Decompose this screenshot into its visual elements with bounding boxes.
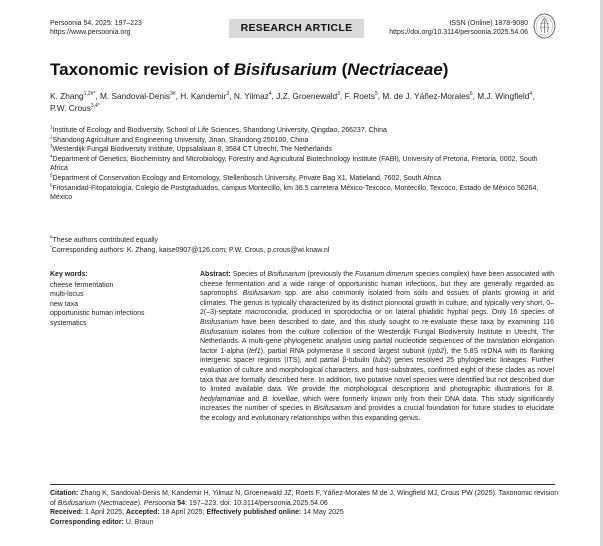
abstract-text: isolates from the culture collection of the Westerdijk Fungal Biodiversity Institute in Utrecht, The Netherlands. A multi-gene phylogenetic analysis using partial nucleotide sequences of the translation elongation factor 1-alpha ( bbox=[200, 328, 554, 355]
author-name: M.J. Wingfield bbox=[477, 91, 530, 101]
citation-block bbox=[50, 489, 560, 527]
title-genus: Bisifusarium bbox=[233, 60, 337, 79]
citation-text bbox=[50, 489, 560, 508]
affiliation-marker: 4 bbox=[50, 153, 53, 159]
keywords-heading: Key words: bbox=[50, 271, 88, 278]
author-affiliation-marker: 1,2#* bbox=[83, 91, 96, 98]
abstract-italic-term: tef1 bbox=[248, 347, 261, 355]
citation-family: Nectriaceae bbox=[100, 499, 138, 507]
keyword-item: opportunistic human infections bbox=[50, 310, 145, 318]
abstract-text: (previously the bbox=[305, 271, 355, 278]
keyword-item: new taxa bbox=[50, 300, 79, 308]
affiliation-marker: 3 bbox=[50, 143, 53, 149]
abstract-italic-term: Bisifusarium bbox=[267, 271, 306, 278]
equal-note-marker: # bbox=[50, 234, 53, 240]
published-date: 14 May 2025 bbox=[301, 509, 344, 517]
equal-note-text: These authors contributed equally bbox=[52, 237, 158, 244]
author-name: K. Zhang bbox=[50, 91, 84, 101]
corresponding-authors-note bbox=[50, 246, 555, 256]
citation-pages-doi[interactable]: : 197–223. doi: 10.3114/persoonia.2025.54.06 bbox=[185, 499, 328, 507]
article-title bbox=[50, 60, 448, 80]
abstract-italic-term: B. hedylamarriae bbox=[200, 386, 554, 403]
abstract-text: , which were formerly known only from their DNA data. This study significantly increases the number of species in bbox=[200, 395, 555, 413]
citation-authors: Zhang K, Sandoval-Denis M, Kandemir H, Yilmaz N, Groenewald JZ, Roets F, Yáñez-Morales M de J, Wingfield MJ, Crous PW (2025). Taxonomic revision of bbox=[50, 490, 559, 507]
citation-volume: 54 bbox=[175, 499, 186, 507]
author-name: M. de J. Yáñez-Morales bbox=[382, 91, 470, 101]
affiliation-text: Department of Genetics, Biochemistry and Microbiology, Forestry and Agricultural Biotechnology Institute (FABI), University of Pretoria, Pretoria, 0002, South Africa bbox=[50, 155, 538, 173]
keyword-item: multi-locus bbox=[50, 291, 84, 299]
persoonia-seal-logo bbox=[533, 13, 556, 39]
author-affiliation-marker: 4 bbox=[268, 91, 272, 98]
keywords-list bbox=[50, 281, 190, 329]
abstract-text: Species of bbox=[230, 271, 268, 278]
affiliation-marker: 2 bbox=[50, 134, 53, 140]
affiliation-item bbox=[50, 174, 555, 184]
author-affiliation-marker: 3 bbox=[337, 91, 340, 98]
accepted-label: Accepted: bbox=[125, 509, 160, 517]
abstract-paragraph bbox=[200, 270, 554, 424]
editor-name: U. Braun bbox=[123, 518, 154, 526]
abstract-italic-term: Bisifusarium bbox=[242, 290, 281, 298]
title-prefix: Taxonomic revision of bbox=[50, 60, 234, 79]
abstract-italic-term: Bisifusarium bbox=[313, 405, 352, 413]
journal-header-right bbox=[389, 19, 528, 37]
author-name: F. Roets bbox=[344, 91, 375, 101]
corresponding-note-text: Corresponding authors: K. Zhang, kaise0907@126.com; P.W. Crous, p.crous@wi.knaw.nl bbox=[51, 246, 330, 254]
citation-label: Citation: bbox=[50, 490, 79, 497]
affiliation-marker: 6 bbox=[50, 182, 53, 188]
citation-journal: Persoonia bbox=[143, 499, 176, 507]
doi-link[interactable]: https://doi.org/10.3114/persoonia.2025.54.06 bbox=[389, 29, 528, 36]
author-name: P.W. Crous bbox=[50, 103, 91, 113]
author-name: N. Yilmaz bbox=[233, 91, 269, 101]
dates-line bbox=[50, 508, 560, 518]
keyword-item: systematics bbox=[50, 319, 87, 327]
abstract-text: ), the 5.8S nrDNA with its flanking intergenic spacer regions (ITS), and partial β-tubulin ( bbox=[200, 347, 554, 365]
affiliation-item bbox=[50, 184, 555, 203]
author-affiliation-marker: 3# bbox=[170, 91, 176, 98]
abstract-text: species complex) have been associated with cheese fermentation and a wide range of opportunistic human infections, but they are generally regarded as saprotrophs. bbox=[200, 271, 554, 298]
author-affiliation-marker: 6 bbox=[469, 91, 473, 98]
author-notes bbox=[50, 236, 555, 255]
affiliation-text: Department of Conservation Ecology and Entomology, Stellenbosch University, Private Bag X1, Matieland, 7602, South Africa bbox=[52, 174, 441, 182]
corresponding-note-marker: * bbox=[50, 244, 52, 250]
affiliation-text: Shandong Agriculture and Engineering University, Jinan, Shandong 250100, China bbox=[52, 136, 309, 144]
affiliation-text: Westerdijk Fungal Biodiversity Institute, Uppsalalaan 8, 3584 CT Utrecht, The Netherlands bbox=[52, 146, 332, 154]
affiliation-item bbox=[50, 136, 555, 146]
affiliation-item bbox=[50, 155, 555, 174]
abstract-text: have been described to date, and this study sought to re-evaluate these taxa by examining 116 bbox=[238, 318, 554, 326]
received-date: 1 April 2025; bbox=[83, 509, 126, 517]
abstract-italic-term: B. lovelliae bbox=[262, 395, 298, 403]
accepted-date: 18 April 2025; bbox=[159, 509, 207, 517]
keywords-box bbox=[50, 270, 190, 329]
author-name: H. Kandemir bbox=[180, 91, 227, 101]
affiliation-marker: 1 bbox=[50, 124, 53, 130]
affiliation-list bbox=[50, 126, 555, 203]
citation-genus: Bisifusarium bbox=[57, 499, 96, 507]
title-close-paren: ) bbox=[442, 60, 449, 79]
abstract-italic-term: rpb2 bbox=[430, 347, 445, 355]
author-list: K. Zhang$^{1,2\#*}$, M. Sandoval-Denis$^{3\#}$, H. Kandemir$^3$, N. Yilmaz$^4$, J.Z. Groenewald$^3$, F. Roets$^5$, M. de J. Yáñez-Morales$^6$, M.J. Wingfield$^4$, P.W. Crous$^{3,4*}$ bbox=[50, 91, 535, 113]
citation-close-paren: ). bbox=[137, 499, 144, 507]
author-name: J.Z. Groenewald bbox=[276, 91, 338, 101]
affiliation-text: Fitosanidad-Fitopatología, Colegio de Postgraduados, campus Montecillo, km 36.5 carretera México-Texcoco, Montecillo, Texcoco, Estado de México 56264, México bbox=[50, 184, 539, 202]
author-affiliation-marker: 4 bbox=[529, 91, 533, 98]
affiliation-item bbox=[50, 145, 555, 155]
citation-open-paren: ( bbox=[95, 499, 101, 507]
abstract-text: ), partial RNA polymerase II second largest subunit ( bbox=[260, 347, 431, 355]
journal-url-link[interactable]: https://www.persoonia.org bbox=[50, 29, 131, 36]
abstract-text: and bbox=[244, 395, 263, 403]
abstract-label: Abstract: bbox=[200, 271, 231, 278]
affiliation-marker: 5 bbox=[50, 172, 53, 178]
abstract-text: spp. are also commonly isolated from soils and tissues of plants growing in arid climates. The genus is typically characterized by its distinct pionnotal growth in culture, and typically very short, 0–2(–3)-septate macroconidia, produced in sporodochia or on lateral phialidic hyphal pegs. Only 16 species of bbox=[200, 290, 554, 317]
editor-line bbox=[50, 518, 560, 528]
published-label: Effectively published online: bbox=[206, 509, 302, 517]
affiliation-item bbox=[50, 126, 555, 136]
title-family: Nectriaceae bbox=[347, 60, 443, 79]
issn-text: ISSN (Online) 1878-9080 bbox=[449, 20, 528, 27]
citation-divider bbox=[50, 484, 555, 485]
editor-label: Corresponding editor: bbox=[50, 518, 124, 526]
abstract-text: and provides a crucial foundation for future studies to elucidate the ecology and evolutionary relationships within this expanding genus. bbox=[200, 405, 554, 422]
received-label: Received: bbox=[50, 509, 84, 517]
abstract-italic-term: tub2 bbox=[375, 357, 389, 365]
author-affiliation-marker: 5 bbox=[374, 91, 378, 98]
journal-citation-line: Persoonia 54, 2025: 197–223 bbox=[50, 20, 142, 27]
abstract-italic-term: Bisifusarium bbox=[200, 328, 239, 336]
abstract-italic-term: Fusarium dimerum bbox=[355, 271, 414, 278]
title-open-paren: ( bbox=[336, 60, 348, 79]
author-affiliation-marker: 3,4* bbox=[90, 103, 100, 110]
author-affiliation-marker: 3 bbox=[226, 91, 230, 98]
article-type-banner: RESEARCH ARTICLE bbox=[229, 19, 364, 38]
keyword-item: cheese fermentation bbox=[50, 281, 114, 289]
affiliation-text: Institute of Ecology and Biodiversity, School of Life Sciences, Shandong University, Qingdao, 266237, China bbox=[52, 127, 387, 134]
abstract-italic-term: Bisifusarium bbox=[200, 318, 239, 326]
journal-header-left bbox=[50, 19, 142, 37]
author-name: M. Sandoval-Denis bbox=[99, 91, 171, 101]
abstract-text: ) genes resolved 25 phylogenetic lineages. Further evaluation of culture and morphological characters, and host-substrates, confirmed eight of these clades as novel taxa that are formally described here. In addition, two putative novel species were identified but not described due to limited available data. We provide the morphological descriptions and photographic illustrations for bbox=[200, 357, 554, 394]
equal-contribution-note bbox=[50, 236, 555, 246]
